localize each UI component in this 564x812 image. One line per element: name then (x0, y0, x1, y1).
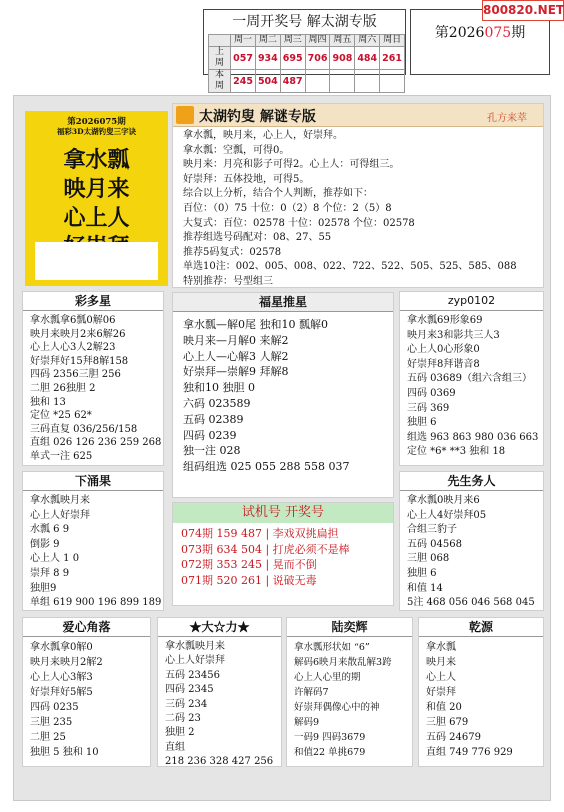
panel-lines: 拿水瓢映月来 心上人好崇拜 五码 23456 四码 2345 三码 234 二码 23 独胆 2 直组 218 236 328 427 256 (165, 641, 274, 768)
panel-title: 乾源 (419, 618, 543, 637)
panel-lines: 拿水瓢映月来 心上人好崇拜 水瓢 6 9 倒影 9 心上人 1 0 崇拜 8 9 独胆9 单组 619 900 196 899 189 (30, 495, 162, 609)
weekly-results-box (203, 9, 406, 91)
panel-qianyuan (418, 617, 544, 767)
book-icon (176, 106, 194, 124)
panel-title: 陆奕辉 (287, 618, 412, 637)
panel-title: 先生务人 (400, 472, 543, 491)
panel-title: 福星推星 (173, 293, 393, 312)
panel-xiansheng (399, 471, 544, 611)
panel-lines: 拿水瓢 映月来 心上人 好崇拜 和值 20 三胆 679 五码 24679 直组 749 776 929 (426, 642, 513, 758)
panel-lines: 拿水瓢拿0解0 映月来映月2解2 心上人心3解3 好崇拜好5解5 四码 0235 三胆 235 二胆 25 独胆 5 独和 10 (30, 642, 103, 758)
site-watermark: 800820.NET (482, 0, 564, 21)
blank-image-area (35, 242, 158, 280)
issue-label: 第2026075期 (434, 25, 526, 41)
trial-numbers-panel (172, 502, 394, 606)
taihu-title: 太湖钓叟 解谜专版 (199, 109, 316, 125)
panel-lines: 拿水瓢—解0尾 独和10 瓢解0 映月来—月解0 来解2 心上人—心解3 人解2 好崇拜—崇解9 拜解8 独和10 独胆 0 六码 023589 五码 02389 四码 0239 独一注 028 组码组选 025 055 288 558 037 (183, 318, 350, 474)
riddle-words: 拿水瓢 映月来 心上人 (63, 147, 130, 231)
panel-lines: 拿水瓢拿6瓢0解06 映月来映月2来6解26 心上人心3人2解23 好崇拜好15拜8解158 四码 2356三胆 256 二胆 26独胆 2 独和 13 定位 *25 62* 三码直复 036/256/158 直组 026 126 236 259 268 单式一注 625 (30, 315, 162, 462)
table-row: 上周 057 934 695 706 908 484 261 (209, 47, 405, 70)
panel-title: 彩多星 (23, 292, 163, 311)
weekly-results-title: 一周开奖号 解太湖专版 (232, 14, 377, 30)
taihu-analysis: 拿水瓢，映月来，心上人，好崇拜。 拿水瓢：空瓢，可得0。 映月来：月亮和影子可得2。心上人：可得组三。 好崇拜：五体投地，可得5。 综合以上分析，结合个人判断，推荐如下： 百位：（0）75 十位：0（2）8 个位：2（5）8 大复式：百位：02578 十位：02578 个位：02578 推荐组选号码配对：08、27、55 推荐5码复式：02578 单选10注：002、005、008、022、722、522、505、525、585、088 特别推荐：号型组三 (183, 130, 517, 287)
panel-lines: 拿水瓢69形象69 映月来3和影共三人3 心上人0心形象0 好崇拜8拜谐音8 五码 03689（组六含组三） 四码 0369 三码 369 独胆 6 组选 963 863 980 036 663 定位 *6* **3 独和 18 (407, 315, 539, 458)
panel-lushi (286, 617, 413, 767)
panel-zyp0102 (399, 291, 544, 466)
panel-fuxing (172, 292, 394, 498)
riddle-headline-panel (25, 111, 168, 286)
taihu-riddle-panel (172, 103, 544, 288)
taihu-author: 孔方来萃 (487, 113, 527, 124)
panel-xiayong (22, 471, 164, 611)
panel-lines: 拿水瓢形状如 “6” 解码6映月来散乱解3跨 心上人心里的期 许解码7 好崇拜偶像心中的神 解码9 一码9 四码3679 和值22 单挑679 (294, 642, 392, 758)
weekly-results-table (208, 34, 405, 93)
panel-title: 爱心角落 (23, 618, 150, 637)
panel-title: 下涌果 (23, 472, 163, 491)
panel-dali (157, 617, 282, 767)
trial-numbers-list: 074期 159 487 | 李戏双挑扁担 073期 634 504 | 打虎必须不是棒 072期 353 245 | 晃而不倒 071期 520 261 | 说破无毒 (181, 527, 350, 587)
table-row: 本周 245 504 487 (209, 70, 405, 93)
trial-numbers-title: 试机号 开奖号 (173, 503, 393, 523)
panel-title: zyp0102 (400, 292, 543, 311)
headline-subtitle: 福彩3D太湖钓叟三字诀 (56, 127, 137, 136)
taihu-header (173, 104, 543, 127)
table-row: 周一 周二 周三 周四 周五 周六 周日 (209, 35, 405, 47)
panel-lines: 拿水瓢0映月来6 心上人4好崇拜05 合组三豹子 五码 04568 三胆 068 独胆 6 和值 14 5注 468 056 046 568 045 (407, 495, 535, 609)
panel-caiduoxing (22, 291, 164, 466)
panel-title: ★大☆力★ (158, 618, 281, 637)
headline-issue: 第2026075期 (67, 117, 126, 127)
panel-aixin (22, 617, 151, 767)
